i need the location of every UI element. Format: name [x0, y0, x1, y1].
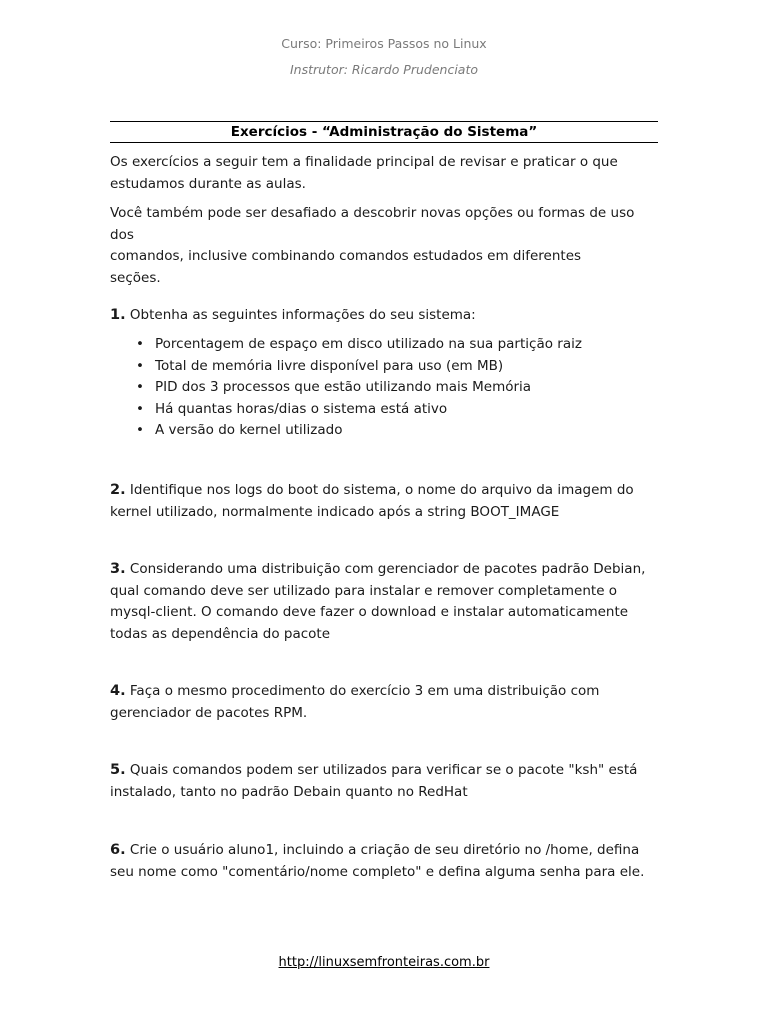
bullet-icon: • — [136, 357, 144, 374]
question-text: Faça o mesmo procedimento do exercício 3 em uma distribuição com gerenciador de pacotes RPM. — [110, 683, 600, 721]
question-5 — [110, 760, 662, 803]
footer — [0, 955, 768, 970]
question-6 — [110, 840, 662, 883]
question-number: 2. — [110, 482, 126, 498]
list-item-text: Há quantas horas/dias o sistema está ativo — [155, 400, 448, 417]
list-item — [110, 334, 658, 356]
bullet-icon: • — [136, 379, 144, 395]
list-item — [110, 399, 658, 421]
question-text: Identifique nos logs do boot do sistema, o nome do arquivo da imagem do kernel utilizado, normalmente indicado após a string BOOT_IMAGE — [110, 482, 634, 520]
info-bullet-list — [110, 334, 658, 442]
intro-paragraph-2 — [110, 203, 658, 289]
instructor-name: Instrutor: Ricardo Prudenciato — [289, 62, 479, 77]
question-text: Quais comandos podem ser utilizados para verificar se o pacote "ksh" está instalado, tanto no padrão Debain quanto no RedHat — [110, 762, 638, 800]
question-text: Crie o usuário aluno1, incluindo a criação de seu diretório no /home, defina seu nome como "comentário/nome completo" e defina alguma senha para ele. — [110, 842, 645, 880]
list-item — [110, 356, 658, 378]
website-link[interactable]: http://linuxsemfronteiras.com.br — [278, 955, 490, 970]
intro-p2-line-3: seções. — [110, 269, 161, 286]
question-4 — [110, 681, 662, 724]
intro-paragraph-1: Os exercícios a seguir tem a finalidade principal de revisar e praticar o que estudamos durante as aulas. — [110, 154, 618, 192]
question-1 — [110, 305, 662, 327]
list-item-text: PID dos 3 processos que estão utilizando mais Memória — [155, 379, 532, 395]
question-text: Obtenha as seguintes informações do seu sistema: — [129, 307, 476, 323]
bullet-icon: • — [136, 336, 144, 352]
intro-p2-line-2: comandos, inclusive combinando comandos estudados em diferentes — [110, 248, 582, 264]
question-number: 1. — [110, 307, 126, 323]
question-2 — [110, 480, 662, 523]
bullet-icon: • — [136, 400, 144, 417]
question-number: 4. — [110, 683, 126, 699]
question-text: Considerando uma distribuição com gerenciador de pacotes padrão Debian, qual comando deve ser utilizado para instalar e remover completamente o mysql-client. O comando deve fazer o download e instalar automaticamente todas as dependência do pacote — [110, 561, 646, 642]
list-item-text: Porcentagem de espaço em disco utilizado na sua partição raiz — [155, 336, 582, 352]
question-3 — [110, 559, 662, 645]
intro-p2-line-1: Você também pode ser desafiado a descobrir novas opções ou formas de uso dos — [110, 205, 635, 243]
bullet-icon: • — [136, 422, 144, 438]
list-item — [110, 420, 658, 442]
question-number: 6. — [110, 842, 126, 858]
course-title: Curso: Primeiros Passos no Linux — [281, 36, 487, 51]
question-number: 5. — [110, 762, 126, 778]
list-item — [110, 377, 658, 399]
exercise-title: Exercícios - “Administração do Sistema” — [110, 121, 658, 143]
list-item-text: A versão do kernel utilizado — [155, 422, 343, 438]
question-number: 3. — [110, 561, 126, 577]
list-item-text: Total de memória livre disponível para uso (em MB) — [155, 357, 504, 374]
